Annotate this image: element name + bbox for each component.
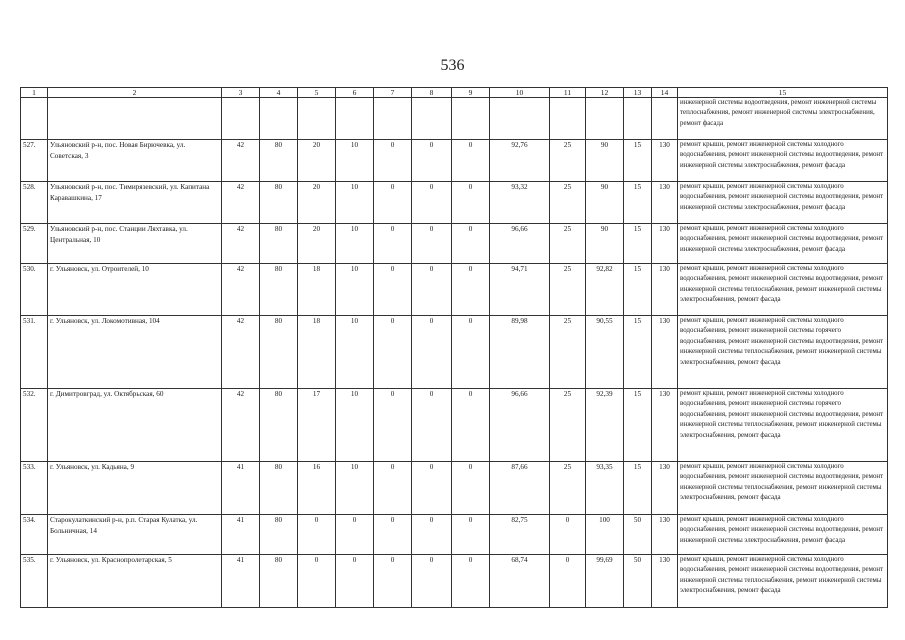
row-index-cell: 531. [21, 316, 48, 389]
value-cell: 0 [412, 224, 452, 264]
address-cell: Ульяновский р-н, пос. Станции Ляхтавка, ул. Центральная, 10 [48, 224, 222, 264]
works-cell: ремонт крыши, ремонт инженерной системы холодного водоснабжения, ремонт инженерной системы водоотведения, ремонт инженерной системы электроснабжения, ремонт фасада [678, 224, 888, 264]
works-cell: ремонт крыши, ремонт инженерной системы холодного водоснабжения, ремонт инженерной системы водоотведения, ремонт инженерной системы электроснабжения, ремонт фасада [678, 182, 888, 224]
value-cell: 15 [624, 182, 652, 224]
continuation-row [21, 98, 888, 140]
value-cell: 50 [624, 555, 652, 608]
value-cell: 10 [336, 389, 374, 462]
value-cell: 0 [336, 515, 374, 555]
value-cell: 80 [260, 389, 298, 462]
column-number: 1 [21, 88, 48, 98]
value-cell: 16 [298, 462, 336, 515]
value-cell: 92,39 [586, 389, 624, 462]
value-cell: 0 [374, 224, 412, 264]
value-cell: 90,55 [586, 316, 624, 389]
value-cell: 80 [260, 515, 298, 555]
column-number: 11 [550, 88, 586, 98]
value-cell: 10 [336, 224, 374, 264]
value-cell: 25 [550, 462, 586, 515]
value-cell: 0 [412, 182, 452, 224]
value-cell: 42 [222, 264, 260, 316]
value-cell: 0 [452, 140, 490, 182]
value-cell: 0 [412, 389, 452, 462]
value-cell: 0 [412, 316, 452, 389]
address-cell: Ульяновский р-н, пос. Новая Бирючевка, ул. Советская, 3 [48, 140, 222, 182]
value-cell: 94,71 [490, 264, 550, 316]
value-cell: 100 [586, 515, 624, 555]
value-cell: 99,69 [586, 555, 624, 608]
value-cell: 42 [222, 389, 260, 462]
value-cell: 0 [336, 555, 374, 608]
table-row [21, 515, 888, 555]
value-cell: 10 [336, 316, 374, 389]
value-cell: 25 [550, 316, 586, 389]
table-row [21, 140, 888, 182]
table-row [21, 182, 888, 224]
value-cell: 50 [624, 515, 652, 555]
column-number: 3 [222, 88, 260, 98]
value-cell: 41 [222, 462, 260, 515]
row-index-cell: 529. [21, 224, 48, 264]
column-number: 9 [452, 88, 490, 98]
works-cell: ремонт крыши, ремонт инженерной системы холодного водоснабжения, ремонт инженерной системы водоотведения, ремонт инженерной системы теплоснабжения, ремонт инженерной системы электроснабжения, ремонт фасада [678, 264, 888, 316]
value-cell: 93,35 [586, 462, 624, 515]
column-number: 13 [624, 88, 652, 98]
column-number: 6 [336, 88, 374, 98]
value-cell: 42 [222, 140, 260, 182]
table-row [21, 389, 888, 462]
value-cell: 130 [652, 555, 678, 608]
value-cell: 80 [260, 316, 298, 389]
value-cell: 130 [652, 389, 678, 462]
value-cell: 10 [336, 264, 374, 316]
value-cell: 0 [550, 555, 586, 608]
column-number: 12 [586, 88, 624, 98]
value-cell: 42 [222, 182, 260, 224]
works-cell: ремонт крыши, ремонт инженерной системы холодного водоснабжения, ремонт инженерной системы водоотведения, ремонт инженерной системы теплоснабжения, ремонт инженерной системы электроснабжения, ремонт фасада [678, 462, 888, 515]
column-number: 5 [298, 88, 336, 98]
value-cell: 25 [550, 140, 586, 182]
value-cell: 0 [374, 462, 412, 515]
value-cell: 90 [586, 224, 624, 264]
value-cell: 25 [550, 224, 586, 264]
value-cell: 0 [298, 515, 336, 555]
column-number: 14 [652, 88, 678, 98]
row-index-cell: 535. [21, 555, 48, 608]
value-cell: 0 [452, 389, 490, 462]
column-number: 2 [48, 88, 222, 98]
value-cell: 96,66 [490, 224, 550, 264]
value-cell: 90 [586, 182, 624, 224]
value-cell: 93,32 [490, 182, 550, 224]
value-cell: 20 [298, 140, 336, 182]
value-cell: 15 [624, 140, 652, 182]
column-number: 15 [678, 88, 888, 98]
value-cell: 80 [260, 140, 298, 182]
value-cell: 0 [412, 462, 452, 515]
value-cell: 130 [652, 224, 678, 264]
value-cell: 80 [260, 264, 298, 316]
value-cell: 15 [624, 389, 652, 462]
table-row [21, 224, 888, 264]
value-cell: 25 [550, 264, 586, 316]
works-cell: ремонт крыши, ремонт инженерной системы холодного водоснабжения, ремонт инженерной системы водоотведения, ремонт инженерной системы электроснабжения, ремонт фасада [678, 515, 888, 555]
value-cell: 0 [452, 462, 490, 515]
value-cell: 0 [412, 515, 452, 555]
row-index-cell: 534. [21, 515, 48, 555]
value-cell: 130 [652, 140, 678, 182]
value-cell: 96,66 [490, 389, 550, 462]
value-cell: 0 [298, 555, 336, 608]
value-cell: 0 [412, 264, 452, 316]
page-number: 536 [440, 57, 465, 74]
address-cell: Старокулаткинский р-н, р.п. Старая Кулатка, ул. Больничная, 14 [48, 515, 222, 555]
column-number: 4 [260, 88, 298, 98]
column-number: 8 [412, 88, 452, 98]
value-cell: 130 [652, 316, 678, 389]
value-cell: 0 [550, 515, 586, 555]
value-cell: 0 [374, 264, 412, 316]
value-cell: 15 [624, 264, 652, 316]
table-row [21, 462, 888, 515]
value-cell: 0 [452, 515, 490, 555]
value-cell: 68,74 [490, 555, 550, 608]
value-cell: 80 [260, 555, 298, 608]
address-cell: г. Ульяновск, ул. Отроителей, 10 [48, 264, 222, 316]
address-cell: г. Ульяновск, ул. Краснопролетарская, 5 [48, 555, 222, 608]
row-index-cell: 527. [21, 140, 48, 182]
value-cell: 0 [374, 515, 412, 555]
value-cell: 82,75 [490, 515, 550, 555]
value-cell: 130 [652, 182, 678, 224]
value-cell: 0 [374, 555, 412, 608]
row-index-cell: 528. [21, 182, 48, 224]
column-number: 7 [374, 88, 412, 98]
value-cell: 10 [336, 140, 374, 182]
value-cell: 0 [374, 140, 412, 182]
value-cell: 130 [652, 264, 678, 316]
works-cell: инженерной системы водоотведения, ремонт инженерной системы теплоснабжения, ремонт инженерной системы электроснабжения, ремонт фасада [678, 98, 888, 140]
value-cell: 87,66 [490, 462, 550, 515]
address-cell: г. Ульяновск, ул. Локомотивная, 104 [48, 316, 222, 389]
works-cell: ремонт крыши, ремонт инженерной системы холодного водоснабжения, ремонт инженерной системы горячего водоснабжения, ремонт инженерной системы водоотведения, ремонт инженерной системы теплоснабжения, ремонт инженерной системы электроснабжения, ремонт фасада [678, 316, 888, 389]
value-cell: 90 [586, 140, 624, 182]
value-cell: 15 [624, 224, 652, 264]
value-cell: 89,98 [490, 316, 550, 389]
row-index-cell: 532. [21, 389, 48, 462]
value-cell: 18 [298, 316, 336, 389]
value-cell: 15 [624, 316, 652, 389]
value-cell: 92,76 [490, 140, 550, 182]
value-cell: 0 [374, 389, 412, 462]
value-cell: 0 [412, 140, 452, 182]
value-cell: 42 [222, 224, 260, 264]
table-row [21, 264, 888, 316]
value-cell: 10 [336, 182, 374, 224]
value-cell: 41 [222, 515, 260, 555]
capital-repair-table [20, 87, 888, 608]
value-cell: 17 [298, 389, 336, 462]
value-cell: 80 [260, 224, 298, 264]
value-cell: 92,82 [586, 264, 624, 316]
address-cell: г. Димитровград, ул. Октябрьская, 60 [48, 389, 222, 462]
value-cell: 0 [452, 555, 490, 608]
value-cell: 10 [336, 462, 374, 515]
value-cell: 41 [222, 555, 260, 608]
value-cell: 0 [452, 264, 490, 316]
value-cell: 0 [374, 316, 412, 389]
address-cell: г. Ульяновск, ул. Кадьяна, 9 [48, 462, 222, 515]
value-cell: 130 [652, 515, 678, 555]
row-index-cell: 533. [21, 462, 48, 515]
row-index-cell: 530. [21, 264, 48, 316]
value-cell: 0 [374, 182, 412, 224]
table-row [21, 316, 888, 389]
value-cell: 0 [452, 224, 490, 264]
address-cell: Ульяновский р-н, пос. Тимирязевский, ул. Капитана Каравашкина, 17 [48, 182, 222, 224]
value-cell: 0 [412, 555, 452, 608]
value-cell: 130 [652, 462, 678, 515]
value-cell: 25 [550, 389, 586, 462]
column-number-row [21, 88, 888, 98]
works-cell: ремонт крыши, ремонт инженерной системы холодного водоснабжения, ремонт инженерной системы водоотведения, ремонт инженерной системы теплоснабжения, ремонт инженерной системы электроснабжения, ремонт фасада [678, 555, 888, 608]
value-cell: 42 [222, 316, 260, 389]
column-number: 10 [490, 88, 550, 98]
value-cell: 18 [298, 264, 336, 316]
works-cell: ремонт крыши, ремонт инженерной системы холодного водоснабжения, ремонт инженерной системы водоотведения, ремонт инженерной системы электроснабжения, ремонт фасада [678, 140, 888, 182]
value-cell: 0 [452, 182, 490, 224]
value-cell: 80 [260, 182, 298, 224]
value-cell: 20 [298, 182, 336, 224]
value-cell: 25 [550, 182, 586, 224]
value-cell: 80 [260, 462, 298, 515]
value-cell: 15 [624, 462, 652, 515]
table-row [21, 555, 888, 608]
works-cell: ремонт крыши, ремонт инженерной системы холодного водоснабжения, ремонт инженерной системы горячего водоснабжения, ремонт инженерной системы водоотведения, ремонт инженерной системы теплоснабжения, ремонт инженерной системы электроснабжения, ремонт фасада [678, 389, 888, 462]
value-cell: 0 [452, 316, 490, 389]
value-cell: 20 [298, 224, 336, 264]
